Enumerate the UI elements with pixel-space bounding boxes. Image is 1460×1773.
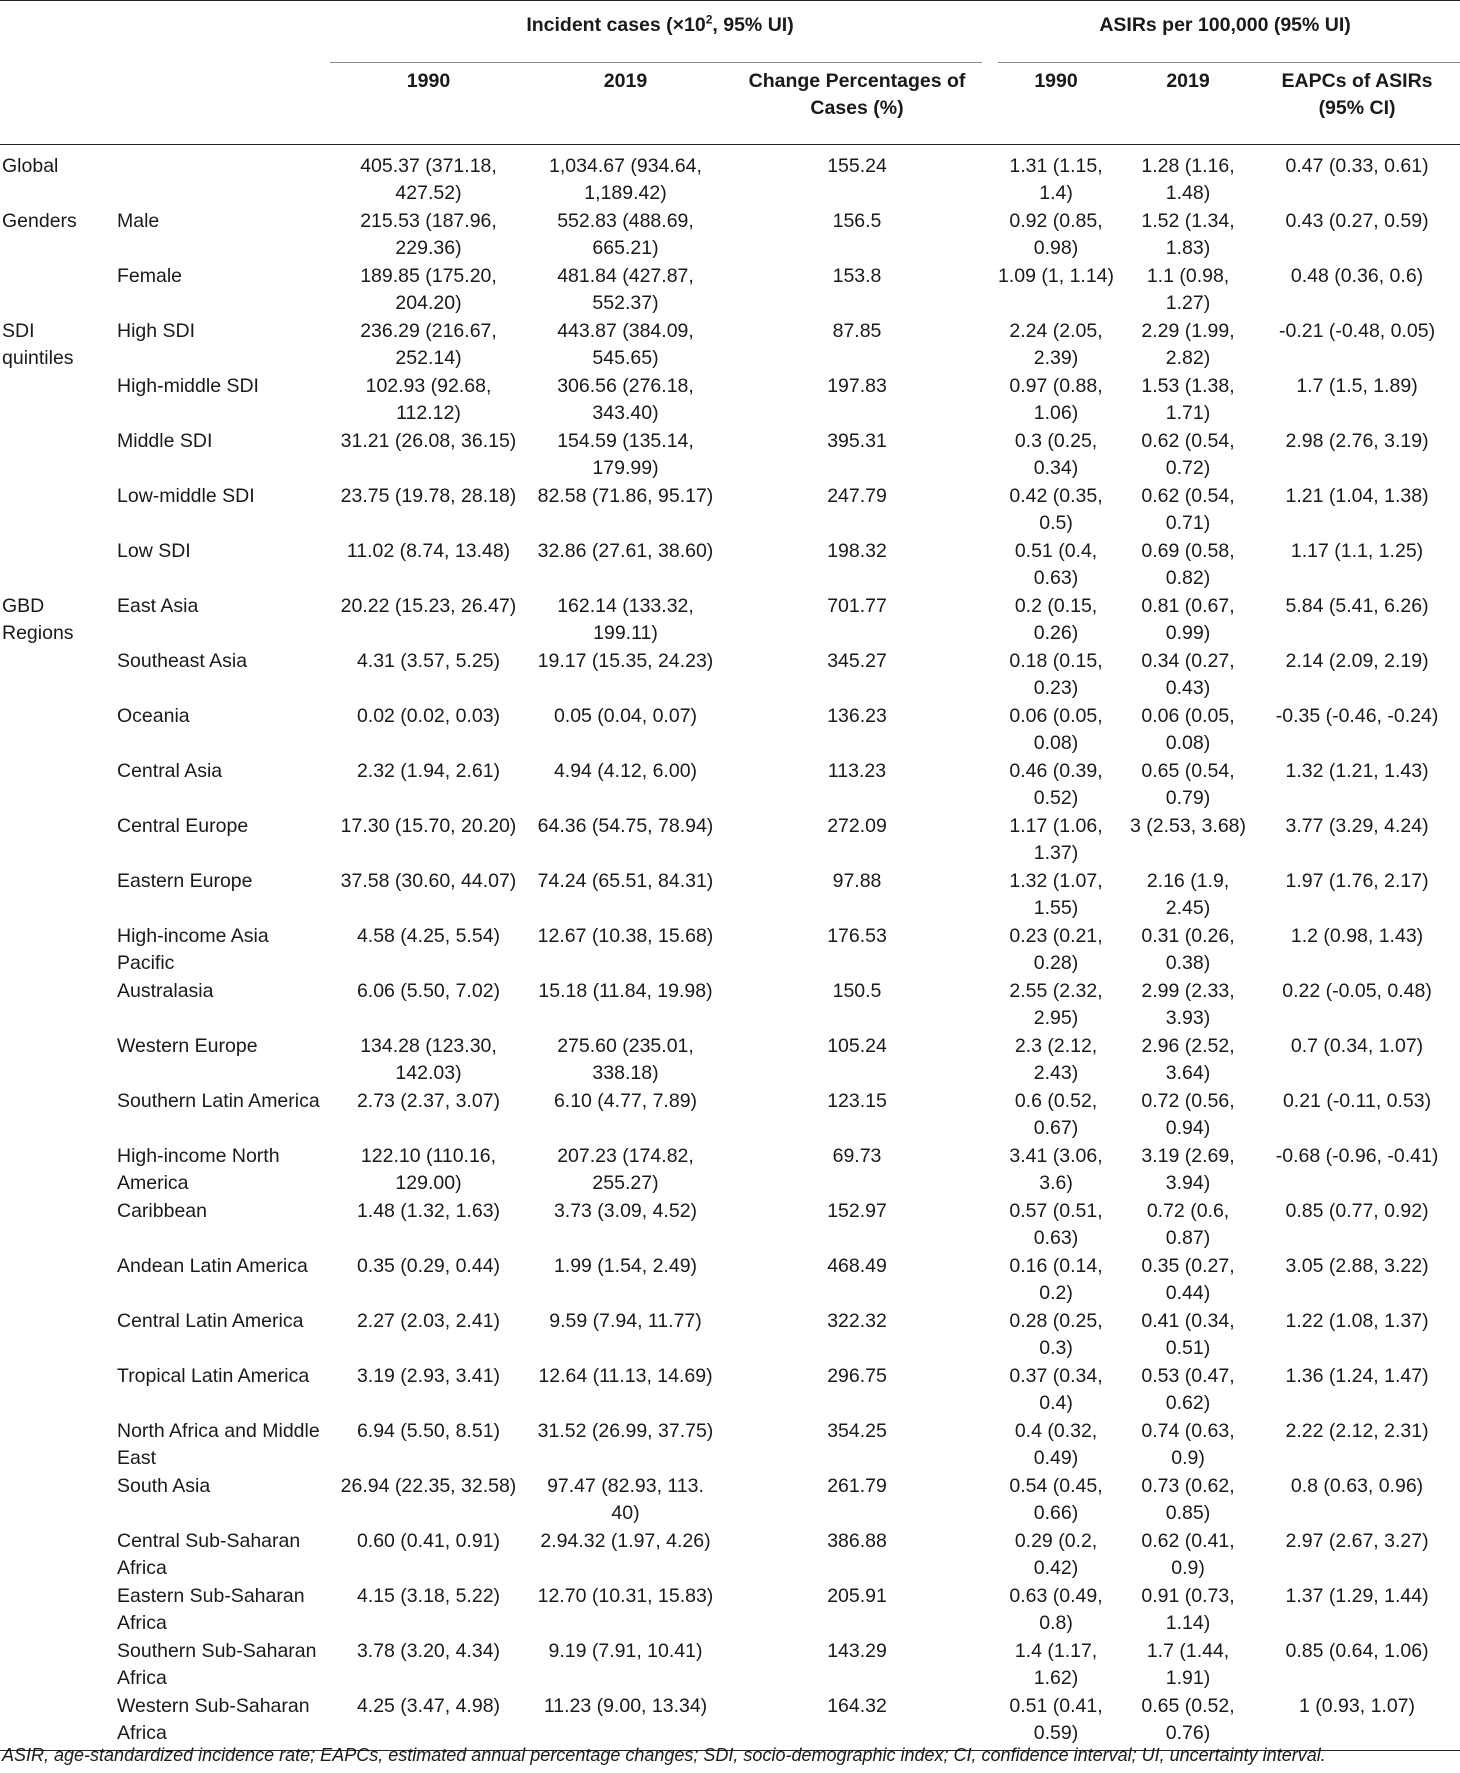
cell-cases-2019: 443.87 (384.09, 545.65) xyxy=(557,320,694,369)
cell-eapc: 0.85 (0.77, 0.92) xyxy=(1285,1200,1429,1222)
table-row xyxy=(0,262,1460,317)
cell-cases-2019: 4.94 (4.12, 6.00) xyxy=(553,760,698,782)
cell-eapc: 0.21 (-0.11, 0.53) xyxy=(1282,1090,1432,1112)
cell-eapc: 2.98 (2.76, 3.19) xyxy=(1285,430,1429,452)
header-asirs: ASIRs per 100,000 (95% UI) xyxy=(990,1,1460,64)
cell-eapc: 0.8 (0.63, 0.96) xyxy=(1290,1475,1424,1497)
row-category xyxy=(0,427,111,482)
cell-cases-1990: 0.02 (0.02, 0.03) xyxy=(356,705,501,727)
cell-asir-1990: 0.4 (0.32, 0.49) xyxy=(1014,1420,1098,1469)
row-subgroup: Male xyxy=(117,210,160,232)
cell-cases-1990: 102.93 (92.68, 112.12) xyxy=(365,375,492,424)
cell-cases-2019: 12.70 (10.31, 15.83) xyxy=(537,1585,714,1607)
table-row xyxy=(0,1582,1460,1637)
cell-asir-2019: 0.91 (0.73, 1.14) xyxy=(1141,1585,1235,1634)
cell-cases-1990: 122.10 (110.16, 129.00) xyxy=(360,1145,497,1194)
cell-cases-1990: 26.94 (22.35, 32.58) xyxy=(340,1475,517,1497)
cell-asir-1990: 0.23 (0.21, 0.28) xyxy=(1009,925,1103,974)
row-category xyxy=(0,647,111,702)
cell-cases-2019: 12.67 (10.38, 15.68) xyxy=(537,925,714,947)
row-category xyxy=(0,1252,111,1307)
cell-cases-2019: 481.84 (427.87, 552.37) xyxy=(557,265,694,314)
row-subgroup: Eastern Europe xyxy=(117,870,253,892)
cell-asir-1990: 1.32 (1.07, 1.55) xyxy=(1009,870,1103,919)
cell-asir-2019: 0.81 (0.67, 0.99) xyxy=(1141,595,1235,644)
cell-eapc: 0.7 (0.34, 1.07) xyxy=(1290,1035,1424,1057)
table-row xyxy=(0,317,1460,372)
cell-cases-2019: 1.99 (1.54, 2.49) xyxy=(553,1255,698,1277)
cell-asir-1990: 0.97 (0.88, 1.06) xyxy=(1009,375,1103,424)
cell-asir-2019: 0.74 (0.63, 0.9) xyxy=(1141,1420,1235,1469)
cell-change-percent: 150.5 xyxy=(832,980,882,1002)
cell-asir-1990: 3.41 (3.06, 3.6) xyxy=(1009,1145,1103,1194)
cell-cases-1990: 2.27 (2.03, 2.41) xyxy=(356,1310,501,1332)
cell-cases-1990: 31.21 (26.08, 36.15) xyxy=(340,430,517,452)
row-category xyxy=(0,1527,111,1582)
cell-asir-1990: 1.4 (1.17, 1.62) xyxy=(1014,1640,1098,1689)
col-asir-1990: 1990 xyxy=(990,63,1122,145)
cell-cases-1990: 2.73 (2.37, 3.07) xyxy=(356,1090,501,1112)
cell-cases-2019: 275.60 (235.01, 338.18) xyxy=(557,1035,694,1084)
row-category xyxy=(0,1362,111,1417)
cell-change-percent: 155.24 xyxy=(827,155,887,177)
cell-cases-1990: 3.19 (2.93, 3.41) xyxy=(356,1365,501,1387)
header-blank xyxy=(0,1,330,64)
cell-asir-1990: 0.57 (0.51, 0.63) xyxy=(1009,1200,1103,1249)
cell-change-percent: 123.15 xyxy=(827,1090,887,1112)
cell-eapc: 0.48 (0.36, 0.6) xyxy=(1290,265,1424,287)
cell-asir-2019: 0.72 (0.6, 0.87) xyxy=(1146,1200,1230,1249)
cell-asir-2019: 1.53 (1.38, 1.71) xyxy=(1141,375,1235,424)
cell-cases-1990: 189.85 (175.20, 204.20) xyxy=(360,265,497,314)
cell-change-percent: 87.85 xyxy=(832,320,882,342)
cell-eapc: 2.97 (2.67, 3.27) xyxy=(1285,1530,1429,1552)
cell-asir-2019: 2.29 (1.99, 2.82) xyxy=(1141,320,1235,369)
cell-asir-1990: 0.42 (0.35, 0.5) xyxy=(1009,485,1103,534)
cell-change-percent: 345.27 xyxy=(827,650,887,672)
cell-asir-1990: 1.31 (1.15, 1.4) xyxy=(1009,155,1103,204)
row-category xyxy=(0,1472,111,1527)
table-header xyxy=(0,1,1460,145)
cell-cases-1990: 17.30 (15.70, 20.20) xyxy=(340,815,517,837)
cell-cases-2019: 11.23 (9.00, 13.34) xyxy=(527,1692,724,1751)
cell-change-percent: 468.49 xyxy=(827,1255,887,1277)
cell-cases-2019: 32.86 (27.61, 38.60) xyxy=(537,540,714,562)
row-subgroup: Tropical Latin America xyxy=(117,1365,310,1387)
row-subgroup: High-income Asia Pacific xyxy=(117,925,269,974)
cell-change-percent: 247.79 xyxy=(827,485,887,507)
cell-cases-1990: 236.29 (216.67, 252.14) xyxy=(360,320,497,369)
row-category xyxy=(0,537,111,592)
row-category xyxy=(0,1087,111,1142)
table-row xyxy=(0,592,1460,647)
header-incident-cases xyxy=(330,1,990,64)
table-row xyxy=(0,482,1460,537)
row-subgroup: Central Latin America xyxy=(117,1310,304,1332)
cell-asir-2019: 0.62 (0.54, 0.71) xyxy=(1141,485,1235,534)
row-category xyxy=(0,372,111,427)
row-category xyxy=(0,262,111,317)
row-subgroup: Caribbean xyxy=(117,1200,207,1222)
row-category: Genders xyxy=(2,210,77,232)
cell-cases-2019: 74.24 (65.51, 84.31) xyxy=(537,870,714,892)
header-blank-2 xyxy=(0,63,330,145)
cell-cases-2019: 207.23 (174.82, 255.27) xyxy=(557,1145,694,1194)
cell-change-percent: 105.24 xyxy=(827,1035,887,1057)
table-row xyxy=(0,1252,1460,1307)
header-incident-cases-tail: , 95% UI) xyxy=(712,14,794,36)
row-subgroup: East Asia xyxy=(117,595,199,617)
cell-asir-2019: 3.19 (2.69, 3.94) xyxy=(1141,1145,1235,1194)
cell-asir-1990: 0.06 (0.05, 0.08) xyxy=(1009,705,1103,754)
cell-asir-2019: 0.41 (0.34, 0.51) xyxy=(1141,1310,1235,1359)
cell-cases-1990: 4.15 (3.18, 5.22) xyxy=(356,1585,501,1607)
table-row xyxy=(0,1472,1460,1527)
cell-asir-2019: 1.7 (1.44, 1.91) xyxy=(1146,1640,1230,1689)
cell-eapc: 1.22 (1.08, 1.37) xyxy=(1285,1310,1429,1332)
cell-asir-1990: 0.18 (0.15, 0.23) xyxy=(1009,650,1103,699)
header-row-groups xyxy=(0,1,1460,64)
cell-cases-1990: 6.06 (5.50, 7.02) xyxy=(356,980,501,1002)
row-category xyxy=(0,867,111,922)
cell-eapc: 2.14 (2.09, 2.19) xyxy=(1285,650,1429,672)
table-body xyxy=(0,145,1460,1751)
cell-cases-2019: 9.19 (7.91, 10.41) xyxy=(548,1640,703,1662)
row-category: Global xyxy=(2,155,59,177)
cell-asir-1990: 0.37 (0.34, 0.4) xyxy=(1009,1365,1103,1414)
cell-asir-2019: 0.65 (0.54, 0.79) xyxy=(1141,760,1235,809)
row-category xyxy=(0,922,111,977)
table-row xyxy=(0,977,1460,1032)
cell-asir-2019: 2.96 (2.52, 3.64) xyxy=(1141,1035,1235,1084)
cell-change-percent: 156.5 xyxy=(832,210,882,232)
cell-asir-2019: 0.34 (0.27, 0.43) xyxy=(1141,650,1235,699)
cell-cases-1990: 37.58 (30.60, 44.07) xyxy=(340,870,517,892)
cell-cases-2019: 552.83 (488.69, 665.21) xyxy=(557,210,694,259)
row-category xyxy=(0,1197,111,1252)
col-eapc: EAPCs of ASIRs (95% CI) xyxy=(1254,63,1460,145)
cell-change-percent: 152.97 xyxy=(827,1200,887,1222)
row-category xyxy=(0,1417,111,1472)
col-cases-2019: 2019 xyxy=(527,63,724,145)
table-row xyxy=(0,922,1460,977)
cell-cases-1990: 2.32 (1.94, 2.61) xyxy=(356,760,501,782)
cell-asir-1990: 0.3 (0.25, 0.34) xyxy=(1014,430,1098,479)
cell-asir-2019: 0.69 (0.58, 0.82) xyxy=(1141,540,1235,589)
row-category xyxy=(0,757,111,812)
cell-asir-2019: 0.65 (0.52, 0.76) xyxy=(1122,1692,1254,1751)
row-subgroup: Southern Sub-Saharan Africa xyxy=(117,1640,317,1689)
cell-asir-1990: 0.29 (0.2, 0.42) xyxy=(1014,1530,1098,1579)
cell-change-percent: 153.8 xyxy=(832,265,882,287)
cell-asir-1990: 0.92 (0.85, 0.98) xyxy=(1009,210,1103,259)
cell-cases-1990: 215.53 (187.96, 229.36) xyxy=(360,210,497,259)
cell-cases-2019: 82.58 (71.86, 95.17) xyxy=(537,485,714,507)
cell-cases-2019: 154.59 (135.14, 179.99) xyxy=(557,430,694,479)
cell-asir-2019: 0.72 (0.56, 0.94) xyxy=(1141,1090,1235,1139)
table-footnote: ASIR, age-standardized incidence rate; EAPCs, estimated annual percentage changes; SDI, socio-demographic index; CI, confidence interval; UI, uncertainty interval. xyxy=(2,1745,1326,1765)
cell-eapc: -0.35 (-0.46, -0.24) xyxy=(1275,705,1439,727)
cell-cases-2019: 162.14 (133.32, 199.11) xyxy=(557,595,694,644)
row-category xyxy=(0,482,111,537)
table-row xyxy=(0,372,1460,427)
cell-asir-2019: 0.31 (0.26, 0.38) xyxy=(1141,925,1235,974)
table-row xyxy=(0,702,1460,757)
row-subgroup: Central Europe xyxy=(117,815,249,837)
row-subgroup: Australasia xyxy=(117,980,214,1002)
cell-eapc: 2.22 (2.12, 2.31) xyxy=(1285,1420,1429,1442)
cell-cases-1990: 23.75 (19.78, 28.18) xyxy=(340,485,517,507)
cell-cases-2019: 306.56 (276.18, 343.40) xyxy=(557,375,694,424)
table-row xyxy=(0,1142,1460,1197)
cell-change-percent: 97.88 xyxy=(832,870,882,892)
table-row xyxy=(0,1307,1460,1362)
cell-change-percent: 296.75 xyxy=(827,1365,887,1387)
cell-eapc: 3.05 (2.88, 3.22) xyxy=(1285,1255,1429,1277)
cell-cases-2019: 9.59 (7.94, 11.77) xyxy=(549,1310,702,1332)
row-category xyxy=(0,1582,111,1637)
table-row xyxy=(0,1197,1460,1252)
cell-eapc: 1.32 (1.21, 1.43) xyxy=(1285,760,1429,782)
cell-cases-1990: 20.22 (15.23, 26.47) xyxy=(340,595,517,617)
cell-change-percent: 701.77 xyxy=(827,595,887,617)
cell-cases-1990: 1.48 (1.32, 1.63) xyxy=(356,1200,501,1222)
cell-cases-1990: 4.31 (3.57, 5.25) xyxy=(356,650,501,672)
row-subgroup: Central Asia xyxy=(117,760,223,782)
table-row xyxy=(0,1692,1460,1751)
cell-asir-2019: 0.73 (0.62, 0.85) xyxy=(1141,1475,1235,1524)
cell-change-percent: 197.83 xyxy=(827,375,887,397)
cell-change-percent: 354.25 xyxy=(827,1420,887,1442)
cell-asir-2019: 1.1 (0.98, 1.27) xyxy=(1146,265,1230,314)
cell-asir-1990: 0.6 (0.52, 0.67) xyxy=(1014,1090,1098,1139)
cell-change-percent: 113.23 xyxy=(827,760,887,782)
cell-eapc: 1.2 (0.98, 1.43) xyxy=(1290,925,1424,947)
row-category xyxy=(0,812,111,867)
row-category: SDI quintiles xyxy=(2,320,74,369)
cell-asir-2019: 1.28 (1.16, 1.48) xyxy=(1141,155,1235,204)
cell-change-percent: 322.32 xyxy=(827,1310,887,1332)
row-subgroup: High-income North America xyxy=(117,1145,280,1194)
cell-eapc: 3.77 (3.29, 4.24) xyxy=(1285,815,1429,837)
cell-cases-2019: 2.94.32 (1.97, 4.26) xyxy=(540,1530,711,1552)
row-subgroup: High-middle SDI xyxy=(117,375,259,397)
row-subgroup: Eastern Sub-Saharan Africa xyxy=(117,1585,305,1634)
cell-change-percent: 69.73 xyxy=(832,1145,882,1167)
cell-cases-1990: 0.60 (0.41, 0.91) xyxy=(356,1530,501,1552)
cell-cases-1990: 4.58 (4.25, 5.54) xyxy=(356,925,501,947)
cell-eapc: 1.37 (1.29, 1.44) xyxy=(1285,1585,1429,1607)
cell-cases-1990: 6.94 (5.50, 8.51) xyxy=(356,1420,501,1442)
row-subgroup: Oceania xyxy=(117,705,190,727)
cell-asir-2019: 2.16 (1.9, 2.45) xyxy=(1146,870,1230,919)
cell-asir-2019: 0.62 (0.54, 0.72) xyxy=(1141,430,1235,479)
cell-cases-2019: 97.47 (82.93, 113. 40) xyxy=(547,1475,704,1524)
cell-asir-1990: 2.55 (2.32, 2.95) xyxy=(1009,980,1103,1029)
table-row xyxy=(0,1637,1460,1692)
cell-asir-2019: 2.99 (2.33, 3.93) xyxy=(1141,980,1235,1029)
row-subgroup: Andean Latin America xyxy=(117,1255,308,1277)
cell-eapc: 0.47 (0.33, 0.61) xyxy=(1285,155,1429,177)
table-row xyxy=(0,1417,1460,1472)
row-subgroup: Low-middle SDI xyxy=(117,485,255,507)
cell-asir-1990: 0.63 (0.49, 0.8) xyxy=(1009,1585,1103,1634)
cell-cases-2019: 12.64 (11.13, 14.69) xyxy=(538,1365,713,1387)
cell-asir-2019: 0.35 (0.27, 0.44) xyxy=(1141,1255,1235,1304)
cell-asir-2019: 1.52 (1.34, 1.83) xyxy=(1141,210,1235,259)
cell-asir-1990: 0.51 (0.4, 0.63) xyxy=(1014,540,1098,589)
cell-change-percent: 176.53 xyxy=(827,925,887,947)
cell-eapc: -0.68 (-0.96, -0.41) xyxy=(1275,1145,1439,1167)
header-incident-cases-sup: 2 xyxy=(705,12,713,27)
header-incident-cases-label: Incident cases (×10 xyxy=(526,14,706,36)
cell-asir-1990: 0.54 (0.45, 0.66) xyxy=(1009,1475,1103,1524)
cell-change-percent: 205.91 xyxy=(827,1585,887,1607)
cell-cases-2019: 19.17 (15.35, 24.23) xyxy=(537,650,714,672)
row-subgroup: Middle SDI xyxy=(117,430,213,452)
table-row xyxy=(0,1087,1460,1142)
cell-eapc: 1.21 (1.04, 1.38) xyxy=(1285,485,1429,507)
cell-change-percent: 386.88 xyxy=(827,1530,887,1552)
col-change-percentages: Change Percentages of Cases (%) xyxy=(724,63,990,145)
cell-eapc: 5.84 (5.41, 6.26) xyxy=(1285,595,1429,617)
table-row xyxy=(0,145,1460,208)
cell-change-percent: 261.79 xyxy=(827,1475,887,1497)
table-row xyxy=(0,867,1460,922)
cell-cases-2019: 1,034.67 (934.64, 1,189.42) xyxy=(549,155,702,204)
row-subgroup: Western Sub-Saharan Africa xyxy=(111,1692,330,1751)
cell-cases-1990: 4.25 (3.47, 4.98) xyxy=(330,1692,527,1751)
row-category xyxy=(0,1307,111,1362)
cell-asir-1990: 0.16 (0.14, 0.2) xyxy=(1009,1255,1103,1304)
row-category xyxy=(0,1032,111,1087)
row-category xyxy=(0,702,111,757)
cell-cases-2019: 3.73 (3.09, 4.52) xyxy=(553,1200,698,1222)
cell-eapc: 0.43 (0.27, 0.59) xyxy=(1285,210,1429,232)
cell-asir-1990: 0.2 (0.15, 0.26) xyxy=(1014,595,1098,644)
cell-asir-1990: 0.46 (0.39, 0.52) xyxy=(1009,760,1103,809)
cell-cases-2019: 0.05 (0.04, 0.07) xyxy=(553,705,698,727)
table-row xyxy=(0,647,1460,702)
row-subgroup: Central Sub-Saharan Africa xyxy=(117,1530,301,1579)
cell-change-percent: 395.31 xyxy=(827,430,887,452)
table-row xyxy=(0,207,1460,262)
header-row-columns xyxy=(0,63,1460,145)
row-category xyxy=(0,977,111,1032)
cell-eapc: 1.97 (1.76, 2.17) xyxy=(1285,870,1429,892)
row-subgroup: Female xyxy=(117,265,183,287)
cell-asir-2019: 0.06 (0.05, 0.08) xyxy=(1141,705,1235,754)
table-row xyxy=(0,812,1460,867)
cell-change-percent: 143.29 xyxy=(827,1640,887,1662)
cell-asir-1990: 0.28 (0.25, 0.3) xyxy=(1009,1310,1103,1359)
cell-asir-1990: 2.3 (2.12, 2.43) xyxy=(1014,1035,1098,1084)
row-subgroup: North Africa and Middle East xyxy=(117,1420,320,1469)
cell-change-percent: 198.32 xyxy=(827,540,887,562)
cell-eapc: 1.17 (1.1, 1.25) xyxy=(1290,540,1424,562)
row-subgroup: High SDI xyxy=(117,320,196,342)
col-cases-1990: 1990 xyxy=(330,63,527,145)
table-row xyxy=(0,427,1460,482)
row-subgroup: Low SDI xyxy=(117,540,191,562)
cell-cases-1990: 11.02 (8.74, 13.48) xyxy=(346,540,511,562)
cell-asir-2019: 0.62 (0.41, 0.9) xyxy=(1141,1530,1235,1579)
row-subgroup xyxy=(111,145,330,208)
cell-eapc: 1.36 (1.24, 1.47) xyxy=(1285,1365,1429,1387)
cell-eapc: 0.85 (0.64, 1.06) xyxy=(1285,1640,1429,1662)
cell-asir-1990: 0.51 (0.41, 0.59) xyxy=(990,1692,1122,1751)
row-category xyxy=(0,1637,111,1692)
row-subgroup: Southern Latin America xyxy=(117,1090,320,1112)
col-asir-2019: 2019 xyxy=(1122,63,1254,145)
table-row xyxy=(0,1527,1460,1582)
cell-cases-1990: 0.35 (0.29, 0.44) xyxy=(356,1255,501,1277)
row-category xyxy=(0,1692,111,1751)
cell-change-percent: 272.09 xyxy=(827,815,887,837)
cell-asir-1990: 1.17 (1.06, 1.37) xyxy=(1009,815,1103,864)
cell-asir-2019: 0.53 (0.47, 0.62) xyxy=(1141,1365,1235,1414)
cell-eapc: 0.22 (-0.05, 0.48) xyxy=(1282,980,1432,1002)
cell-change-percent: 164.32 xyxy=(724,1692,990,1751)
cell-cases-1990: 3.78 (3.20, 4.34) xyxy=(356,1640,501,1662)
cell-eapc: -0.21 (-0.48, 0.05) xyxy=(1278,320,1436,342)
table-row xyxy=(0,537,1460,592)
cell-eapc: 1 (0.93, 1.07) xyxy=(1254,1692,1460,1751)
cell-change-percent: 136.23 xyxy=(827,705,887,727)
row-subgroup: South Asia xyxy=(117,1475,211,1497)
table-row xyxy=(0,757,1460,812)
cell-eapc: 1.7 (1.5, 1.89) xyxy=(1296,375,1418,397)
cell-cases-1990: 134.28 (123.30, 142.03) xyxy=(360,1035,497,1084)
cell-asir-1990: 1.09 (1, 1.14) xyxy=(998,265,1115,287)
table-row xyxy=(0,1032,1460,1087)
cell-asir-1990: 2.24 (2.05, 2.39) xyxy=(1009,320,1103,369)
cell-cases-2019: 31.52 (26.99, 37.75) xyxy=(537,1420,714,1442)
row-subgroup: Western Europe xyxy=(117,1035,258,1057)
cell-cases-2019: 15.18 (11.84, 19.98) xyxy=(538,980,713,1002)
cell-asir-2019: 3 (2.53, 3.68) xyxy=(1130,815,1247,837)
cell-cases-2019: 64.36 (54.75, 78.94) xyxy=(537,815,714,837)
row-subgroup: Southeast Asia xyxy=(117,650,248,672)
cell-cases-1990: 405.37 (371.18, 427.52) xyxy=(360,155,497,204)
row-category: GBD Regions xyxy=(2,595,74,644)
table-row xyxy=(0,1362,1460,1417)
cell-cases-2019: 6.10 (4.77, 7.89) xyxy=(553,1090,698,1112)
row-category xyxy=(0,1142,111,1197)
